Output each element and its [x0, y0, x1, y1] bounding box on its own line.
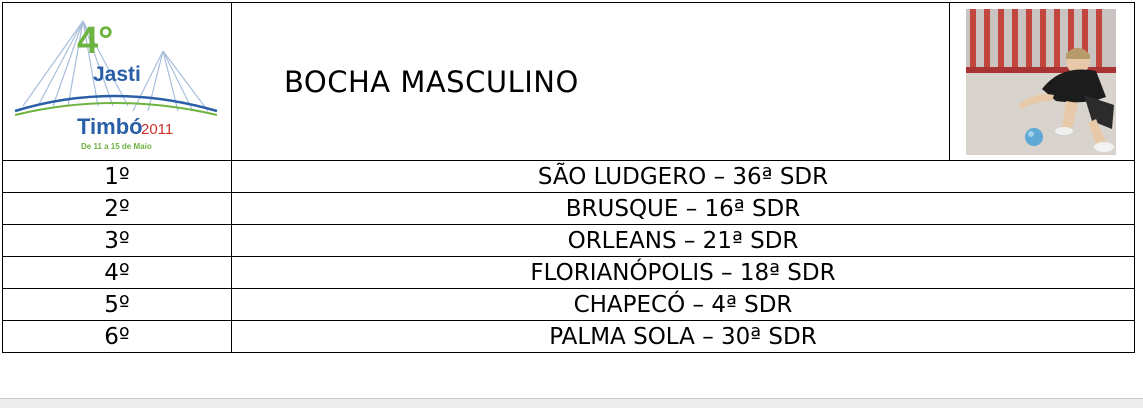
table-row: [3, 161, 1135, 193]
team-cell: SÃO LUDGERO – 36ª SDR: [232, 161, 1135, 193]
bocha-player-photo: [966, 9, 1116, 155]
team-cell: PALMA SOLA – 30ª SDR: [232, 321, 1135, 353]
photo-cell: [950, 3, 1135, 161]
rank-cell: 2º: [3, 193, 232, 225]
team-cell: CHAPECÓ – 4ª SDR: [232, 289, 1135, 321]
rank-cell: 6º: [3, 321, 232, 353]
results-table: [2, 2, 1135, 353]
team-cell: BRUSQUE – 16ª SDR: [232, 193, 1135, 225]
logo-event: Jasti: [93, 63, 141, 86]
rank-cell: 5º: [3, 289, 232, 321]
team-cell: FLORIANÓPOLIS – 18ª SDR: [232, 257, 1135, 289]
table-row: [3, 193, 1135, 225]
logo-dates: De 11 a 15 de Maio: [81, 142, 152, 151]
jasti-logo: [13, 11, 219, 153]
logo-city: Timbó: [77, 114, 143, 139]
logo-year: 2011: [141, 121, 174, 138]
logo-ordinal: 4°: [77, 20, 114, 62]
rank-cell: 3º: [3, 225, 232, 257]
page-title: BOCHA MASCULINO: [232, 3, 950, 161]
table-row: [3, 225, 1135, 257]
team-cell: ORLEANS – 21ª SDR: [232, 225, 1135, 257]
table-row: [3, 321, 1135, 353]
header-row: [3, 3, 1135, 161]
rank-cell: 1º: [3, 161, 232, 193]
rank-cell: 4º: [3, 257, 232, 289]
table-row: [3, 289, 1135, 321]
logo-cell: [3, 3, 232, 161]
table-row: [3, 257, 1135, 289]
